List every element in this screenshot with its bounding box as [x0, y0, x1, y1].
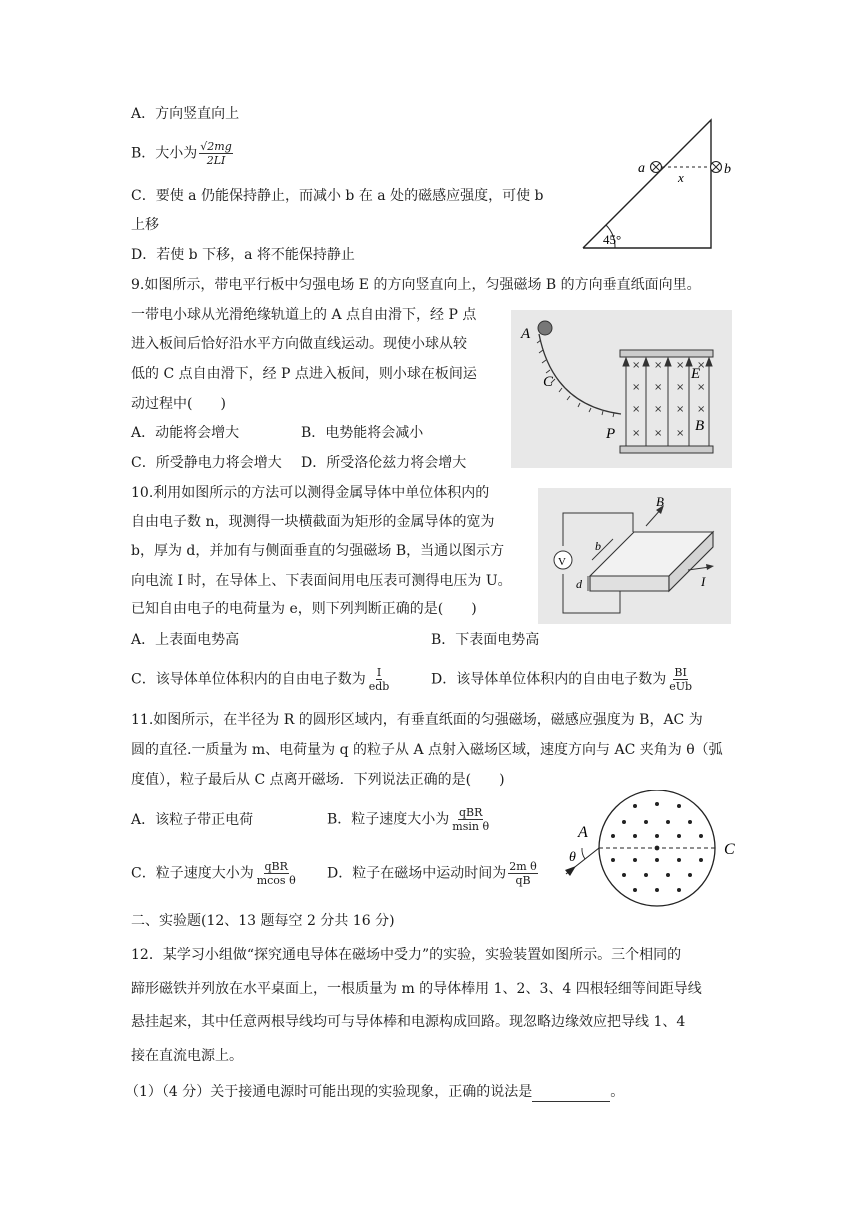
q10-stem-line1: 10.利用如图所示的方法可以测得金属导体中单位体积内的	[131, 485, 490, 501]
q8-option-b-numerator: √2mg	[200, 140, 232, 153]
q9-label-A: A	[521, 326, 531, 342]
svg-text:×: ×	[654, 428, 663, 439]
q9-label-C: C	[543, 374, 554, 390]
q11-option-c-numerator: qBR	[264, 860, 288, 873]
svg-text:×: ×	[697, 404, 706, 415]
q8-option-b-prefix: B．大小为	[131, 145, 198, 162]
q11-option-b-prefix: B．粒子速度大小为	[327, 811, 450, 828]
q11-option-b-numerator: qBR	[458, 806, 483, 819]
svg-text:×: ×	[654, 360, 663, 371]
q9-stem-line2: 一带电小球从光滑绝缘轨道上的 A 点自由滑下，经 P 点	[131, 307, 477, 323]
q12-sub1-suffix: 。	[610, 1084, 625, 1100]
svg-text:×: ×	[632, 404, 641, 415]
q12-sub1-prefix: （1）（4 分）关于接通电源时可能出现的实验现象，正确的说法是	[125, 1084, 533, 1100]
q11-option-b	[327, 806, 492, 833]
q10-label-V: V	[558, 556, 566, 568]
q10-label-I: I	[701, 574, 706, 589]
q8-incline-figure	[575, 112, 740, 254]
svg-text:×: ×	[632, 428, 641, 439]
q9-stem-line3: 进入板间后恰好沿水平方向做直线运动。现使小球从较	[131, 336, 467, 352]
q10-option-a: A．上表面电势高	[131, 632, 240, 648]
svg-text:×: ×	[632, 360, 641, 371]
q9-bottom-plate	[620, 446, 713, 453]
q9-option-a: A．动能将会增大	[131, 425, 240, 441]
q8-option-b-fraction	[199, 140, 232, 167]
q10-option-c-fraction	[368, 666, 391, 693]
q12-stem-line3: 悬挂起来，其中任意两根导线均可与导体棒和电源构成回路。现忽略边缘效应把导线 1、4	[131, 1014, 686, 1030]
q11-option-d	[327, 860, 540, 887]
q11-option-d-denominator: qB	[515, 874, 531, 887]
q11-stem-line1: 11.如图所示，在半径为 R 的圆形区域内，有垂直纸面的匀强磁场，磁感应强度为 B，AC 为	[131, 712, 703, 728]
q11-stem-line3: 度值），粒子最后从 C 点离开磁场．下列说法正确的是( )	[131, 772, 505, 788]
q11-option-c	[131, 860, 299, 887]
q9-top-plate	[620, 350, 713, 357]
q9-label-E: E	[691, 366, 701, 382]
q10-stem-line2: 自由电子数 n，现测得一块横截面为矩形的金属导体的宽为	[131, 514, 495, 530]
q12-subquestion-1	[125, 1082, 624, 1102]
q10-option-d-numerator: BI	[674, 666, 687, 679]
q9-option-b: B．电势能将会减小	[301, 425, 424, 441]
q11-option-d-numerator: 2m θ	[509, 860, 537, 873]
q11-label-C: C	[724, 841, 735, 858]
q10-option-c	[131, 666, 392, 693]
q8-option-b-denominator: 2LI	[206, 154, 226, 167]
q9-option-d: D．所受洛伦兹力将会增大	[301, 455, 467, 471]
svg-text:×: ×	[654, 404, 663, 415]
q8-label-b: b	[724, 162, 731, 177]
q10-option-b: B．下表面电势高	[431, 632, 540, 648]
q10-stem-line4: 向电流 I 时，在导体上、下表面间用电压表可测得电压为 U。	[131, 573, 512, 589]
svg-text:×: ×	[632, 382, 641, 393]
q10-option-d-fraction	[668, 666, 693, 693]
q12-stem-line1: 12．某学习小组做“探究通电导体在磁场中受力”的实验，实验装置如图所示。三个相同的	[131, 947, 682, 963]
q10-label-d: d	[576, 577, 582, 591]
q8-angle-label: 45°	[603, 232, 622, 247]
q8-label-a: a	[638, 161, 645, 176]
q10-option-d-prefix: D．该导体单位体积内的自由电子数为	[431, 671, 667, 688]
q11-circle-figure	[562, 790, 752, 910]
svg-text:×: ×	[654, 382, 663, 393]
q9-label-B: B	[695, 418, 705, 434]
q11-option-a: A．该粒子带正电荷	[131, 812, 254, 828]
q12-stem-line4: 接在直流电源上。	[131, 1048, 243, 1064]
q8-option-c-line2: 上移	[131, 217, 159, 233]
q8-option-c-line1: C．要使 a 仍能保持静止，而减小 b 在 a 处的磁感应强度，可使 b	[131, 188, 544, 204]
q11-option-b-fraction	[451, 806, 490, 833]
q10-label-b: b	[595, 539, 601, 553]
q8-label-x: x	[678, 170, 684, 185]
q9-stem-line5: 动过程中( )	[131, 396, 226, 412]
q9-option-c: C．所受静电力将会增大	[131, 455, 282, 471]
q11-option-c-fraction	[256, 860, 297, 887]
q9-ball-icon	[538, 321, 552, 335]
q11-option-d-fraction	[508, 860, 538, 887]
svg-text:×: ×	[676, 360, 685, 371]
q11-label-theta: θ	[569, 850, 576, 865]
q11-option-c-denominator: mcos θ	[256, 874, 296, 887]
q8-option-d: D．若使 b 下移，a 将不能保持静止	[131, 247, 355, 263]
q10-stem-line5: 已知自由电子的电荷量为 e，则下列判断正确的是( )	[131, 601, 477, 617]
q10-stem-line3: b，厚为 d，并加有与侧面垂直的匀强磁场 B，当通以图示方	[131, 543, 505, 559]
q12-stem-line2: 蹄形磁铁并列放在水平桌面上，一根质量为 m 的导体棒用 1、2、3、4 四根轻细等间距导线	[131, 981, 702, 997]
q10-label-B: B	[656, 494, 664, 509]
q11-option-c-prefix: C．粒子速度大小为	[131, 865, 254, 882]
q10-option-c-prefix: C．该导体单位体积内的自由电子数为	[131, 671, 366, 688]
svg-text:×: ×	[676, 404, 685, 415]
svg-text:×: ×	[697, 360, 706, 371]
q10-option-d	[431, 666, 695, 693]
q9-stem-line1: 9.如图所示，带电平行板中匀强电场 E 的方向竖直向上，匀强磁场 B 的方向垂直纸面向里。	[131, 277, 701, 293]
q10-option-c-denominator: edb	[368, 680, 390, 693]
svg-text:×: ×	[676, 382, 685, 393]
q12-sub1-answer-blank[interactable]	[532, 1087, 610, 1102]
q11-option-b-denominator: msin θ	[452, 820, 490, 833]
q9-plates-figure	[511, 310, 732, 468]
q8-option-a: A．方向竖直向上	[131, 106, 240, 122]
q11-option-d-prefix: D．粒子在磁场中运动时间为	[327, 865, 507, 882]
q9-label-P: P	[606, 426, 616, 442]
q9-stem-line4: 低的 C 点自由滑下，经 P 点进入板间，则小球在板间运	[131, 366, 477, 382]
q11-stem-line2: 圆的直径.一质量为 m、电荷量为 q 的粒子从 A 点射入磁场区域，速度方向与 AC 夹角为 θ（弧	[131, 742, 723, 758]
svg-text:×: ×	[697, 382, 706, 393]
section-2-heading: 二、实验题(12、13 题每空 2 分共 16 分)	[131, 913, 395, 929]
q8-option-b	[131, 140, 235, 167]
q10-option-c-numerator: I	[376, 666, 382, 679]
q11-label-A: A	[578, 824, 588, 841]
q10-option-d-denominator: eUb	[669, 680, 693, 693]
q10-conductor-figure	[538, 488, 731, 624]
svg-text:×: ×	[676, 428, 685, 439]
